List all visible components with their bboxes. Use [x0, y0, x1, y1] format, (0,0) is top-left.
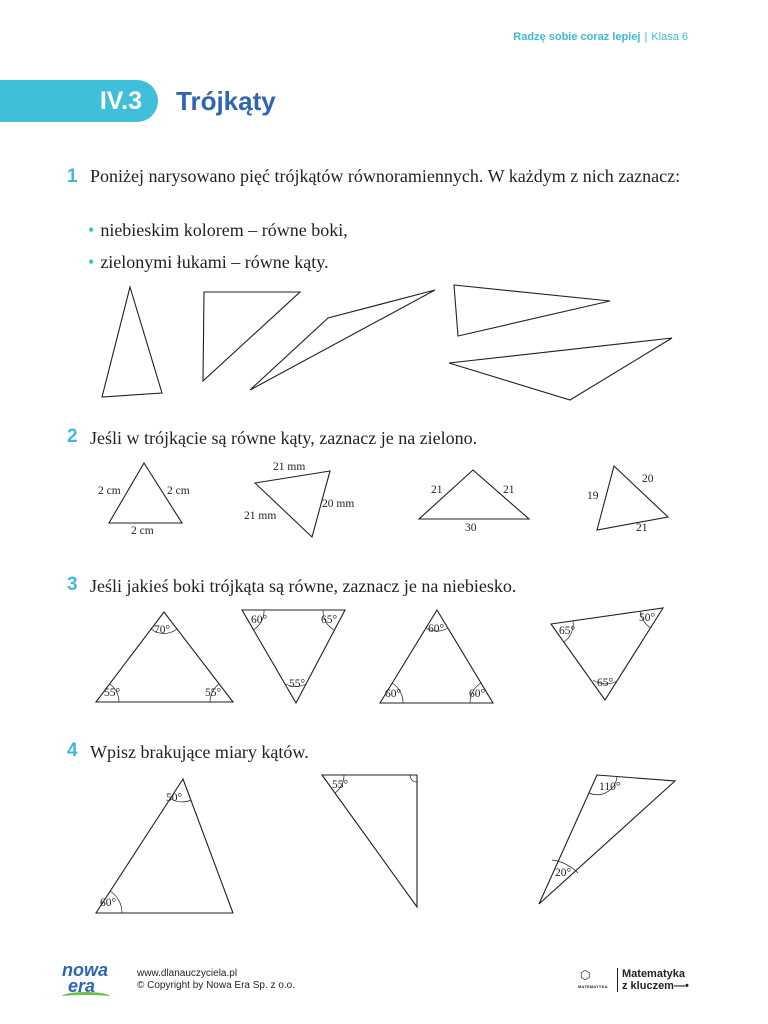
brand-line-1: Matematyka [622, 968, 685, 980]
task-3-text: Jeśli jakieś boki trójkąta są równe, zaznacz je na niebiesko. [90, 576, 517, 596]
grade-label: Klasa 6 [651, 31, 688, 43]
angle-label: 70° [154, 624, 171, 636]
task-1-triangle-3 [250, 290, 435, 390]
angle-label: 60° [469, 688, 486, 700]
angle-label: 55° [289, 678, 306, 690]
task-1-triangle-5 [449, 338, 672, 400]
task-4-number: 4 [67, 740, 78, 761]
side-label: 21 mm [244, 510, 277, 522]
logo-word-2: era [68, 976, 96, 996]
task-3-number: 3 [67, 574, 78, 595]
task-1-triangle-1 [102, 287, 162, 397]
footer-website: www.dlanauczyciela.pl [137, 968, 238, 979]
section-number-badge: IV.3 [0, 80, 158, 122]
side-label: 30 [465, 522, 477, 534]
angle-label: 65° [321, 614, 338, 626]
brand-divider [617, 968, 618, 992]
angle-label: 65° [597, 677, 614, 689]
task-1-number: 1 [67, 166, 78, 187]
side-label: 21 [636, 522, 648, 534]
task-2-number: 2 [67, 426, 78, 447]
angle-label: 60° [385, 688, 402, 700]
bullet-icon: • [88, 220, 95, 240]
nowa-era-logo [62, 962, 122, 1002]
brand-logo [578, 968, 694, 994]
task-2-triangle-4 [597, 466, 668, 530]
angle-arc [410, 775, 417, 782]
angle-label: 60° [428, 623, 445, 635]
side-label: 21 [431, 484, 443, 496]
angle-label: 60° [251, 614, 268, 626]
logo-word-1: nowa [62, 960, 109, 980]
brand-line-2 [622, 980, 689, 992]
angle-label: 110° [599, 781, 621, 793]
side-label: 21 mm [273, 461, 306, 473]
task-2-text: Jeśli w trójkącie są równe kąty, zaznacz je na zielono. [90, 428, 478, 448]
task-4-triangle-1 [96, 779, 233, 913]
task-1-triangle-4 [454, 285, 610, 336]
task-4-triangle-2 [322, 775, 417, 907]
angle-label: 65° [559, 625, 576, 637]
cube-icon: ⬡ [580, 968, 591, 982]
series-name: Radzę sobie coraz lepiej [513, 31, 641, 43]
side-label: 21 [503, 484, 515, 496]
angle-label: 60° [100, 897, 117, 909]
side-label: 19 [587, 490, 599, 502]
page-title: Trójkąty [176, 86, 276, 116]
angle-label: 50° [166, 792, 183, 804]
task-4-text: Wpisz brakujące miary kątów. [90, 742, 309, 762]
key-icon: —• [673, 980, 689, 992]
side-label: 20 [642, 473, 654, 485]
angle-label: 50° [639, 612, 656, 624]
brand-line-2-text: z kluczem [622, 980, 674, 992]
footer-info [137, 968, 295, 992]
header-separator: | [644, 31, 648, 43]
side-label: 2 cm [98, 485, 121, 497]
footer-copyright: © Copyright by Nowa Era Sp. z o.o. [137, 980, 295, 991]
task-2-triangle-2 [255, 471, 330, 537]
angle-label: 55° [332, 779, 349, 791]
task-1-text: Poniżej narysowano pięć trójkątów równoramiennych. W każdym z nich zaznacz: [90, 166, 681, 186]
bullet-text: zielonymi łukami – równe kąty. [100, 252, 329, 272]
side-label: 2 cm [167, 485, 190, 497]
brand-small-label: MATEMATYKA [578, 984, 608, 989]
bullet-text: niebieskim kolorem – równe boki, [100, 220, 348, 240]
task-1-triangle-2 [203, 292, 300, 381]
angle-label: 55° [104, 687, 121, 699]
brand-name [622, 968, 689, 992]
side-label: 2 cm [131, 525, 154, 537]
bullet-icon: • [88, 252, 95, 272]
side-label: 20 mm [322, 498, 355, 510]
angle-label: 55° [205, 687, 222, 699]
angle-label: 20° [555, 867, 572, 879]
task-4-triangle-3 [539, 775, 675, 904]
